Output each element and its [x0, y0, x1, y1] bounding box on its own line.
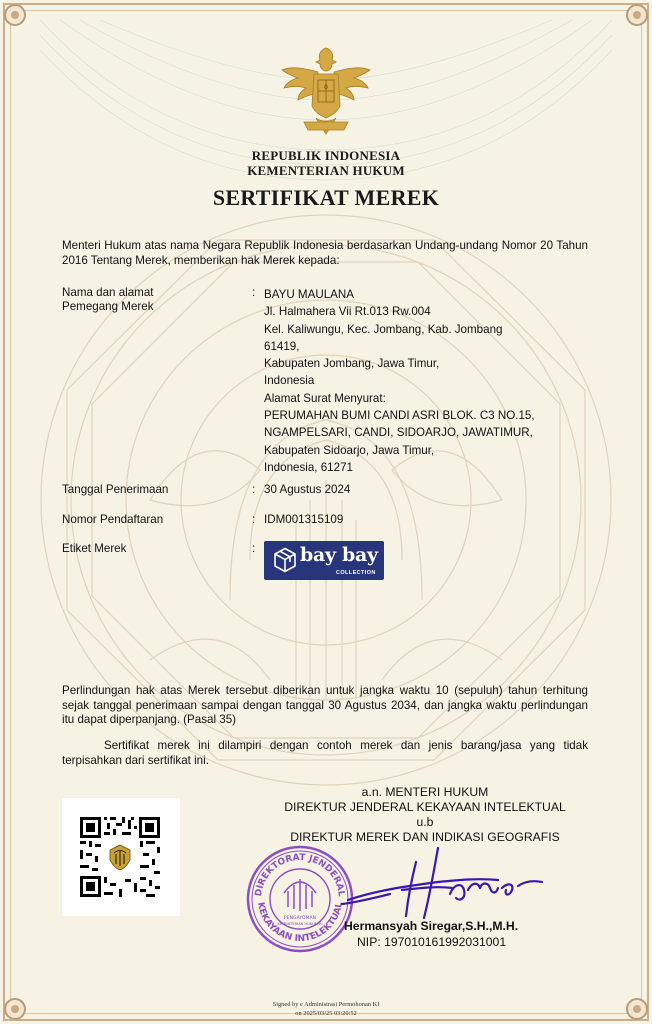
brand-label-colon: : — [252, 542, 256, 555]
holder-label-line1: Nama dan alamat — [62, 286, 154, 299]
holder-colon: : — [252, 286, 256, 299]
holder-line: Kel. Kaliwungu, Kec. Jombang, Kab. Jombang — [264, 322, 503, 336]
holder-line: PERUMAHAN BUMI CANDI ASRI BLOK. C3 NO.15, — [264, 409, 535, 423]
country-heading: REPUBLIK INDONESIA — [251, 148, 401, 163]
qr-code — [62, 798, 180, 916]
holder-line: 61419, — [264, 339, 300, 353]
holder-line: Kabupaten Sidoarjo, Jawa Timur, — [264, 443, 435, 457]
holder-line: Alamat Surat Menyurat: — [264, 391, 386, 405]
signatory-line-1: a.n. MENTERI HUKUM — [361, 785, 489, 799]
registration-number-value: IDM001315109 — [264, 513, 344, 526]
stamp-bottom-text: KEKAYAAN INTELEKTUAL — [255, 901, 345, 945]
certificate-title: SERTIFIKAT MEREK — [212, 185, 440, 210]
registration-number-label: Nomor Pendaftaran — [62, 513, 164, 526]
garuda-emblem-icon — [278, 44, 374, 140]
signatory-name: Hermansyah Siregar,S.H.,M.H. — [344, 919, 519, 933]
handwritten-signature — [338, 842, 548, 928]
brand-logo-subtext: COLLECTION — [336, 570, 376, 576]
stamp-top-text: DIREKTORAT JENDERAL — [253, 852, 346, 898]
holder-line: BAYU MAULANA — [264, 288, 354, 301]
footer-signed-by: Signed by e Administrasi Permohonan KI — [272, 1001, 380, 1008]
holder-line: Indonesia — [264, 374, 315, 388]
attachment-paragraph: Sertifikat merek ini dilampiri dengan contoh merek dan jenis barang/jasa yang tidak terpisahkan dari sertifikat ini. — [62, 739, 588, 767]
intro-paragraph: Menteri Hukum atas nama Negara Republik Indonesia berdasarkan Undang-undang Nomor 20 Tahun 2016 Tentang Merek, memberikan hak Merek kepada: — [62, 239, 588, 267]
ministry-heading: KEMENTERIAN HUKUM — [247, 163, 405, 178]
qr-code-icon — [80, 817, 160, 897]
holder-address — [264, 286, 594, 476]
cube-logo-icon — [273, 547, 297, 573]
corner-ornament-top-left — [4, 4, 26, 26]
receipt-date-label: Tanggal Penerimaan — [62, 483, 169, 496]
protection-paragraph: Perlindungan hak atas Merek tersebut diberikan untuk jangka waktu 10 (sepuluh) tahun terhitung sejak tanggal penerimaan sampai dengan tanggal 30 Agustus 2034, dan jangka waktu perlindungan itu dapat diperpanjang. (Pasal 35) — [62, 684, 588, 726]
signatory-line-2: DIREKTUR JENDERAL KEKAYAAN INTELEKTUAL — [284, 800, 566, 814]
brand-label-label: Etiket Merek — [62, 542, 127, 555]
footer-signed-date: on 2025/03/25 03:20:52 — [295, 1010, 357, 1017]
registration-colon: : — [252, 513, 256, 526]
stamp-inner-text: KEMENTERIAN HUKUM RI — [277, 922, 323, 926]
receipt-colon: : — [252, 483, 256, 496]
holder-label-line2: Pemegang Merek — [62, 300, 154, 313]
brand-logo-text: bay bay — [300, 544, 378, 566]
signatory-line-3: u.b — [416, 815, 434, 829]
holder-line: Indonesia, 61271 — [264, 460, 353, 474]
holder-line: Jl. Halmahera Vii Rt.013 Rw.004 — [264, 305, 431, 319]
signatory-line-4: DIREKTUR MEREK DAN INDIKASI GEOGRAFIS — [290, 830, 560, 844]
stamp-center-text: PENGAYOMAN — [283, 916, 317, 921]
holder-line: NGAMPELSARI, CANDI, SIDOARJO, JAWATIMUR, — [264, 426, 533, 440]
signatory-nip: NIP: 197010161992031001 — [357, 935, 507, 949]
corner-ornament-top-right — [626, 4, 648, 26]
brand-logo — [264, 541, 384, 580]
receipt-date-value: 30 Agustus 2024 — [264, 483, 351, 496]
holder-line: Kabupaten Jombang, Jawa Timur, — [264, 357, 440, 371]
